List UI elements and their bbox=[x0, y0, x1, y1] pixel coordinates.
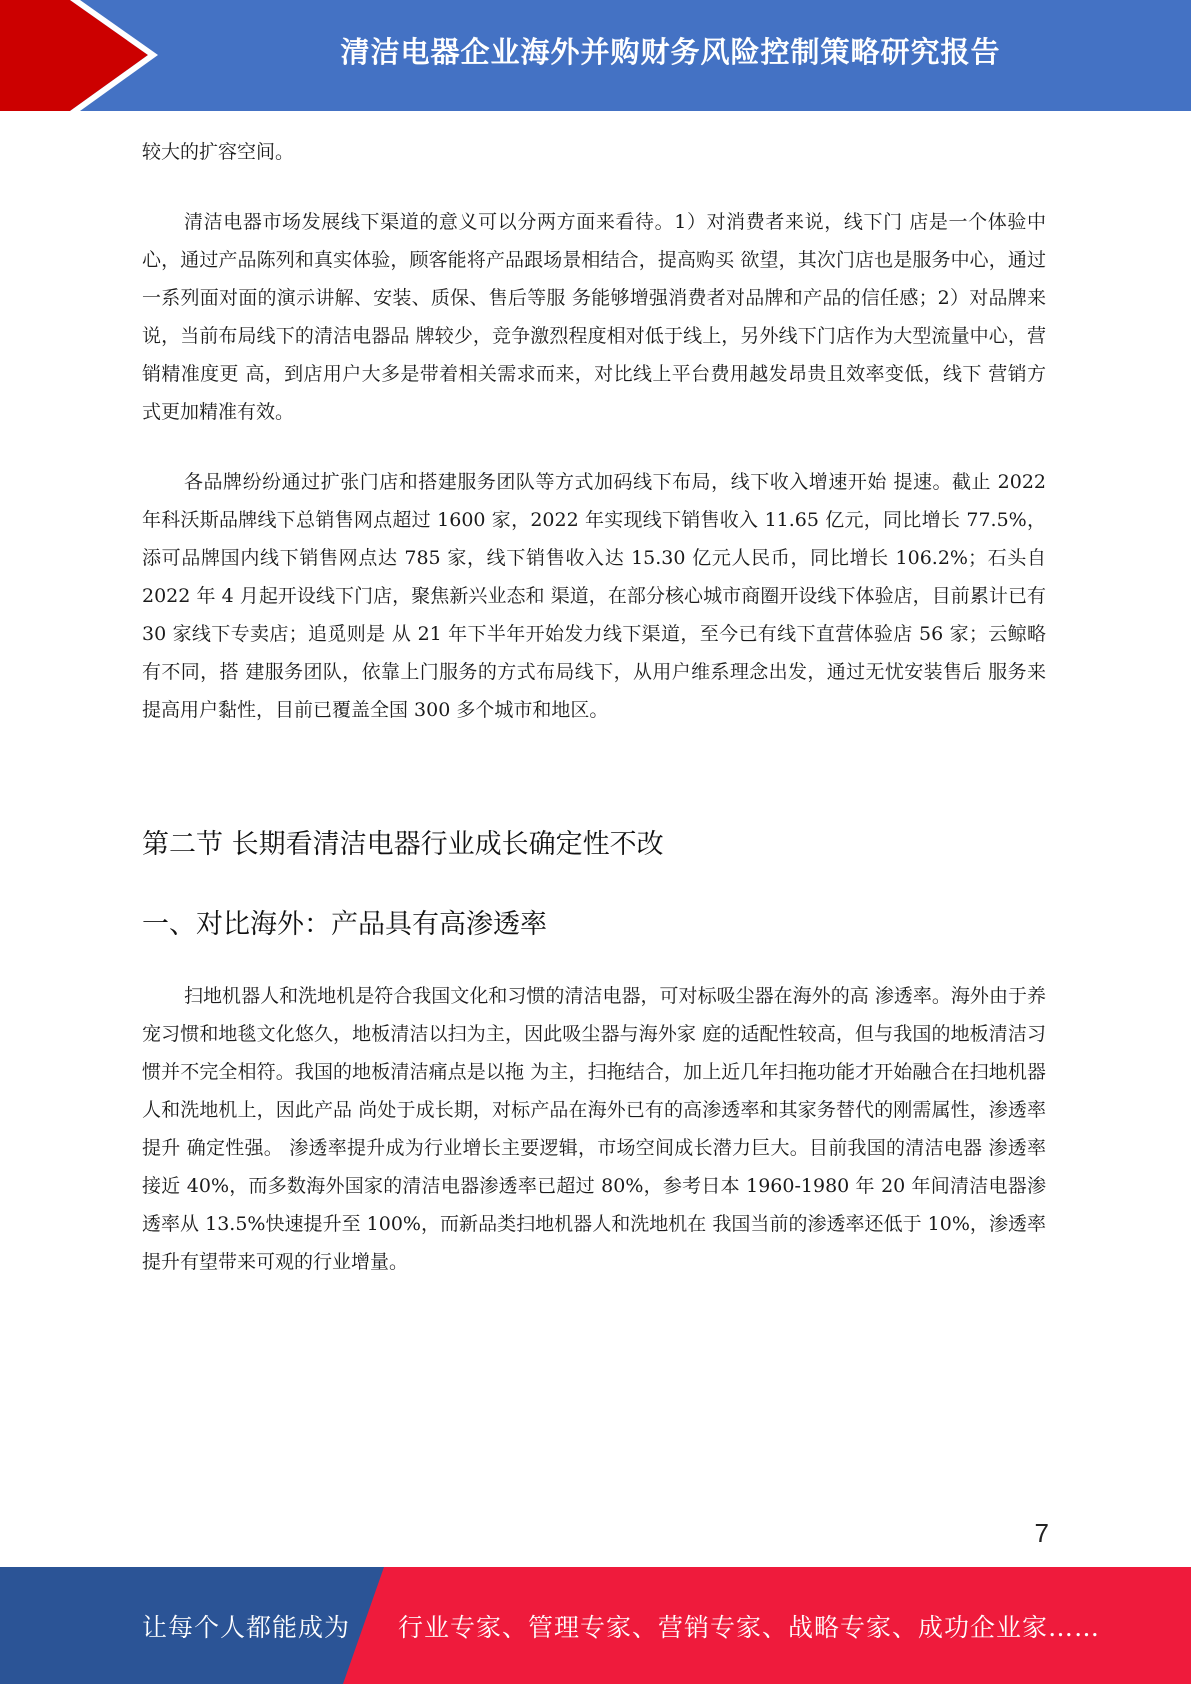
subsection-heading: 一、对比海外：产品具有高渗透率 bbox=[142, 909, 547, 940]
page-content bbox=[142, 133, 1046, 1313]
paragraph-brand-offline-expansion: 各品牌纷纷通过扩张门店和搭建服务团队等方式加码线下布局，线下收入增速开始 提速。截止 2022 年科沃斯品牌线下总销售网点超过 1600 家，2022 年实现线下销售收入 11.65 亿元，同比增长 77.5%，添可品牌国内线下销售网点达 785 家，线下销售收入达 15.30 亿元人民币，同比增长 106.2%；石头自 2022 年 4 月起开设线下门店，聚焦新兴业态和 渠道，在部分核心城市商圈开设线下体验店，目前累计已有 30 家线下专卖店；追觅则是 从 21 年下半年开始发力线下渠道，至今已有线下直营体验店 56 家；云鲸略有不同，搭 建服务团队，依靠上门服务的方式布局线下，从用户维系理念出发，通过无忧安装售后 服务来提高用户黏性，目前已覆盖全国 300 多个城市和地区。 bbox=[142, 471, 1046, 721]
header-banner bbox=[0, 0, 1191, 111]
footer-banner bbox=[0, 1567, 1191, 1684]
page-number: 7 bbox=[1034, 1518, 1049, 1548]
footer-slogan-right: 行业专家、管理专家、营销专家、战略专家、成功企业家…… bbox=[398, 1612, 1101, 1642]
footer-slogan-left: 让每个人都能成为 bbox=[142, 1612, 351, 1642]
paragraph-penetration-rate: 扫地机器人和洗地机是符合我国文化和习惯的清洁电器，可对标吸尘器在海外的高 渗透率。海外由于养宠习惯和地毯文化悠久，地板清洁以扫为主，因此吸尘器与海外家 庭的适配性较高，但与我国的地板清洁习惯并不完全相符。我国的地板清洁痛点是以拖 为主，扫拖结合，加上近几年扫拖功能才开始融合在扫地机器人和洗地机上，因此产品 尚处于成长期，对标产品在海外已有的高渗透率和其家务替代的刚需属性，渗透率提升 确定性强。 渗透率提升成为行业增长主要逻辑，市场空间成长潜力巨大。目前我国的清洁电器 渗透率接近 40%，而多数海外国家的清洁电器渗透率已超过 80%，参考日本 1960-1980 年 20 年间清洁电器渗透率从 13.5%快速提升至 100%，而新品类扫地机器人和洗地机在 我国当前的渗透率还低于 10%，渗透率提升有望带来可观的行业增量。 bbox=[142, 985, 1046, 1273]
section-heading: 第二节 长期看清洁电器行业成长确定性不改 bbox=[142, 829, 664, 860]
report-title: 清洁电器企业海外并购财务风险控制策略研究报告 bbox=[340, 34, 1001, 69]
paragraph-continuation: 较大的扩容空间。 bbox=[142, 141, 295, 163]
paragraph-offline-channel-significance: 清洁电器市场发展线下渠道的意义可以分两方面来看待。1）对消费者来说，线下门 店是一个体验中心，通过产品陈列和真实体验，顾客能将产品跟场景相结合，提高购买 欲望，其次门店也是服务中心，通过一系列面对面的演示讲解、安装、质保、售后等服 务能够增强消费者对品牌和产品的信任感；2）对品牌来说，当前布局线下的清洁电器品 牌较少，竞争激烈程度相对低于线上，另外线下门店作为大型流量中心，营销精准度更 高，到店用户大多是带着相关需求而来，对比线上平台费用越发昂贵且效率变低，线下 营销方式更加精准有效。 bbox=[142, 211, 1046, 423]
